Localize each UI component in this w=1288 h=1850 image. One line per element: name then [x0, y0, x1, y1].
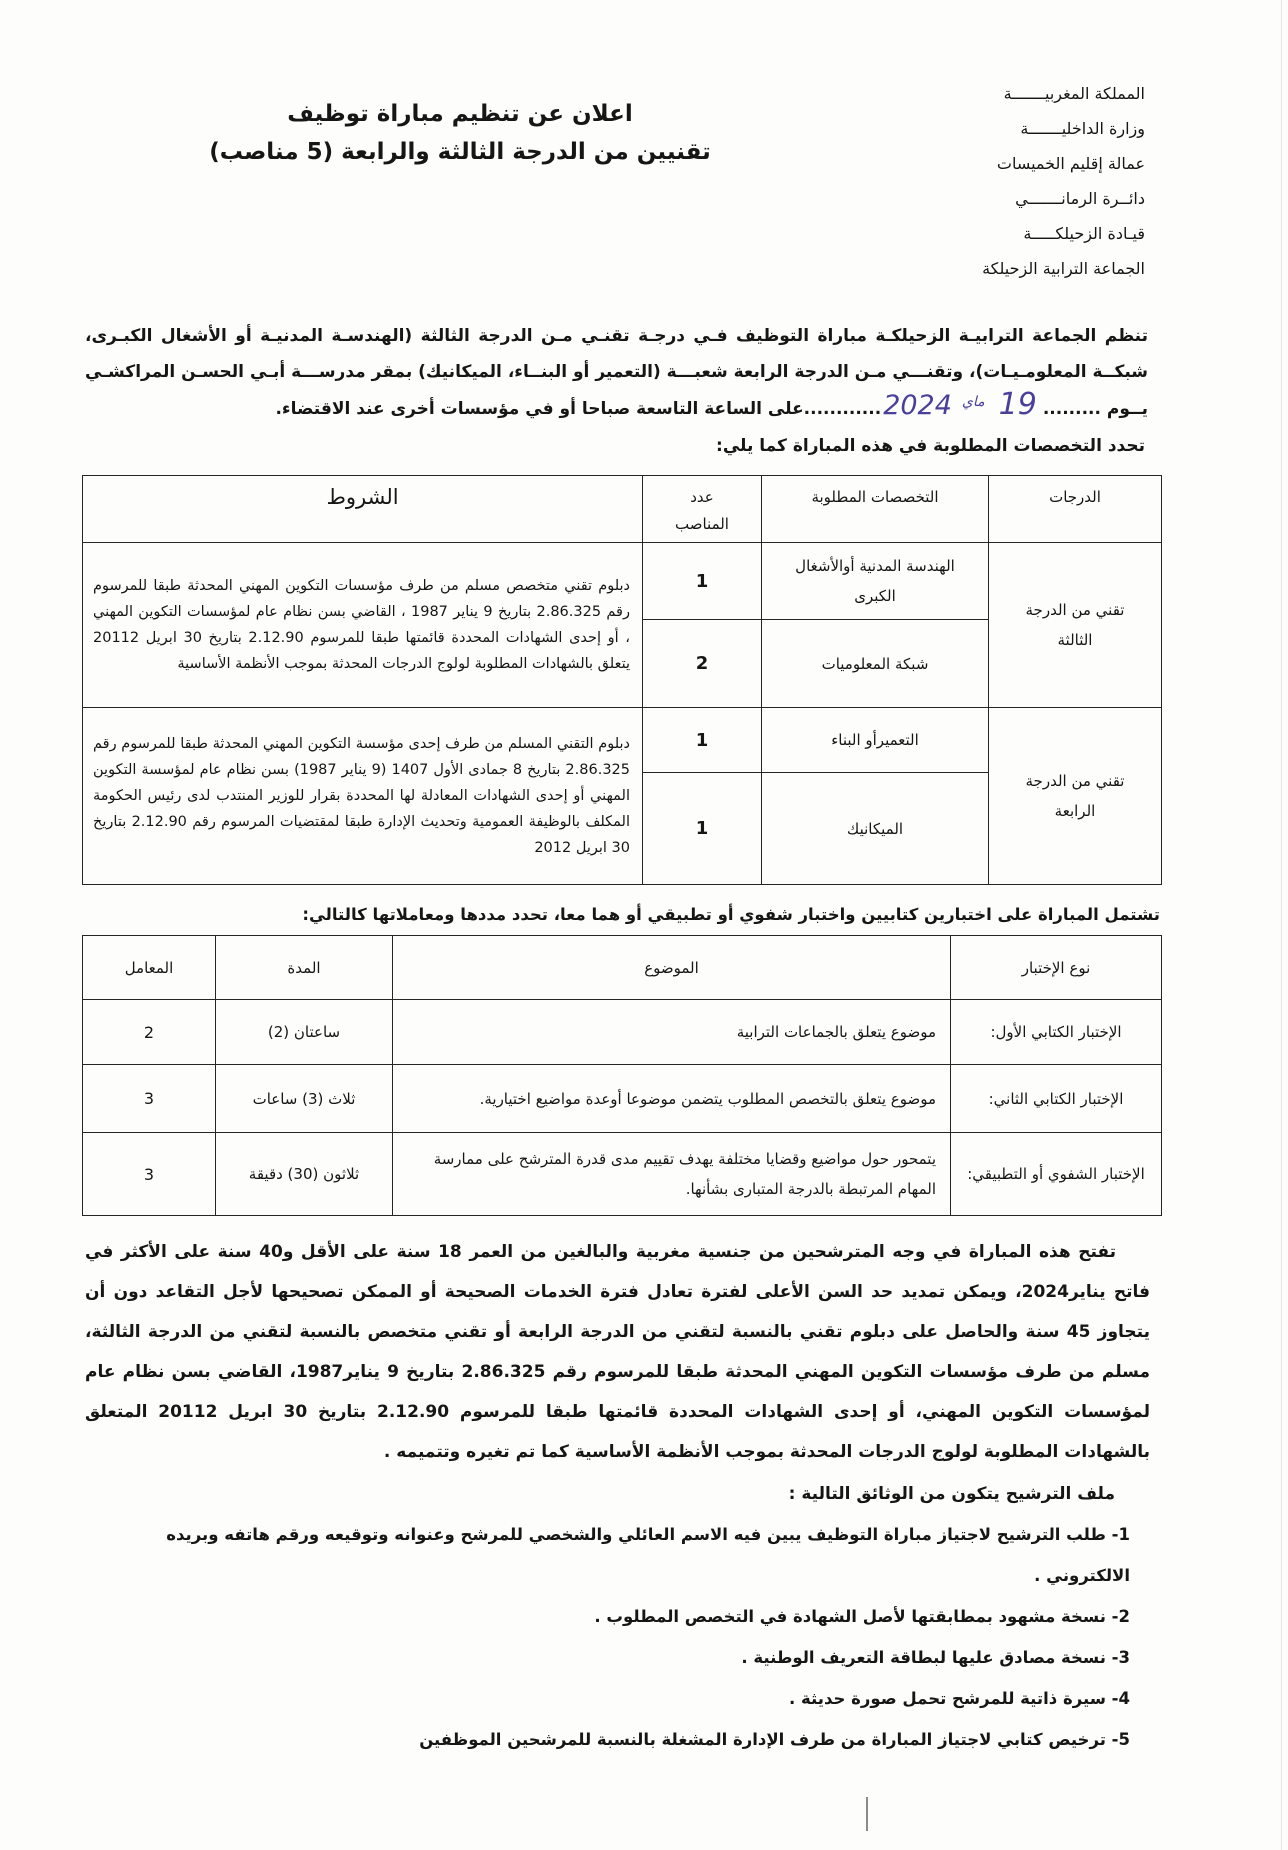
header-line-district: دائــرة الرمانـــــــي [1015, 189, 1145, 208]
topic-cell: موضوع يتعلق بالتخصص المطلوب يتضمن موضوعا أوعدة مواضيع اختيارية. [393, 1065, 951, 1133]
grade-cell: تقني من الدرجة الثالثة [989, 543, 1162, 708]
list-item: 1- طلب الترشيح لاجتياز مباراة التوظيف يبين فيه الاسم العائلي والشخصي للمرشح وعنوانه وتوقيعه ورقم هاتفه وبريده الالكتروني . [166, 1525, 1130, 1585]
count-cell: 1 [643, 773, 762, 885]
header-count-line-2: المناصب [675, 515, 729, 533]
title-line-2: تقنيين من الدرجة الثالثة والرابعة (5 مناصب) [209, 139, 711, 165]
handwritten-date [881, 387, 1043, 422]
topic-cell: موضوع يتعلق بالجماعات الترابية [393, 1000, 951, 1065]
header-specialty: التخصصات المطلوبة [762, 476, 989, 543]
intro-paragraph [83, 318, 1162, 427]
duration-cell: ثلاث (3) ساعات [216, 1065, 393, 1133]
header-conditions: الشروط [83, 476, 643, 543]
table-header-row [83, 476, 1162, 543]
handwritten-date-month: ماي [961, 394, 985, 410]
scan-edge [1281, 0, 1282, 1850]
intro-text-after-date: ............على الساعة التاسعة صباحا أو في مؤسسات أخرى عند الاقتضاء. [275, 399, 882, 419]
table-row [83, 1133, 1162, 1216]
header-line-kingdom: المملكة المغربيـــــــة [1003, 84, 1145, 103]
duration-cell: ساعتان (2) [216, 1000, 393, 1065]
exams-table [82, 935, 1162, 1216]
header-line-caidat: قيـادة الزحيلكـــــة [1023, 224, 1145, 243]
exam-type-cell: الإختبار الكتابي الأول: [951, 1000, 1162, 1065]
intro-text-before-date: تنظم الجماعة الترابيـة الزحيلكـة مباراة التوظيف فـي درجـة تقنـي مـن الدرجة الثالثة (الهندسـة المدنيـة أو الأشغال الكبـرى، شبكــة المعلومـيـات)، وتقنـــي مـن الدرجة الرابعة شعبـــة (التعمير أو البنــاء، الميكانيك) بمقر مدرســـة أبـي الحسـن المراكشـي يــوم ......... [85, 326, 1148, 419]
header-exam-type: نوع الإختبار [951, 936, 1162, 1000]
list-item: 3- نسخة مصادق عليها لبطاقة التعريف الوطنية . [741, 1648, 1130, 1667]
coefficient-cell: 2 [83, 1000, 216, 1065]
header-coefficient: المعامل [83, 936, 216, 1000]
handwritten-date-year: 2024 [883, 390, 952, 421]
table-row [83, 1000, 1162, 1065]
duration-cell: ثلاثون (30) دقيقة [216, 1133, 393, 1216]
specialty-cell: التعميرأو البناء [762, 708, 989, 773]
header-line-province: عمالة إقليم الخميسات [996, 154, 1145, 173]
coefficient-cell: 3 [83, 1065, 216, 1133]
table-row [83, 708, 1162, 773]
specialty-cell: شبكة المعلوميات [762, 620, 989, 708]
table-header-row [83, 936, 1162, 1000]
title-line-1: اعلان عن تنظيم مباراة توظيف [287, 101, 633, 127]
table-row [83, 1065, 1162, 1133]
table-row [83, 543, 1162, 620]
list-item: 4- سيرة ذاتية للمرشح تحمل صورة حديثة . [789, 1689, 1130, 1708]
list-item: 5- ترخيص كتابي لاجتياز المباراة من طرف الإدارة المشغلة بالنسبة للمرشحين الموظفين [419, 1730, 1130, 1749]
specialty-cell: الميكانيك [762, 773, 989, 885]
header-topic: الموضوع [393, 936, 951, 1000]
administrative-header [895, 76, 1145, 286]
document-title [150, 95, 770, 171]
grade-cell: تقني من الدرجة الرابعة [989, 708, 1162, 885]
header-line-ministry: وزارة الداخليـــــــة [1020, 119, 1145, 138]
handwritten-date-day: 19 [998, 387, 1037, 422]
scan-mark [866, 1797, 868, 1831]
header-line-commune: الجماعة الترابية الزحيلكة [982, 259, 1145, 278]
header-grade: الدرجات [989, 476, 1162, 543]
count-cell: 1 [643, 543, 762, 620]
specialties-table [82, 475, 1162, 885]
specialty-cell: الهندسة المدنية أوالأشغال الكبرى [762, 543, 989, 620]
eligibility-paragraph: تفتح هذه المباراة في وجه المترشحين من جنسية مغربية والبالغين من العمر 18 سنة على الأقل و40 سنة على الأكثر في فاتح يناير2024، ويمكن تمديد حد السن الأعلى لفترة تعادل فترة الخدمات الصحيحة أو الممكن تصحيحها لأجل التقاعد دون أن يتجاوز 45 سنة والحاصل على دبلوم تقني بالنسبة لتقني من الدرجة الرابعة أو تقني متخصص بالنسبة لتقني من الدرجة الثالثة، مسلم من طرف مؤسسات التكوين المهني المحدثة طبقا للمرسوم رقم 2.86.325 بتاريخ 9 يناير1987، القاضي بسن نظام عام لمؤسسات التكوين المهني، أو إحدى الشهادات المحددة قائمتها طبقا للمرسوم 2.12.90 بتاريخ 30 ابريل 20112 المتعلق بالشهادات المطلوبة لولوج الدرجات المحدثة بموجب الأنظمة الأساسية كما تم تغيره وتتميمه . [85, 1242, 1151, 1462]
header-count-line-1: عدد [690, 488, 714, 506]
required-documents-list [83, 1514, 1162, 1760]
document-body [83, 318, 1162, 1760]
exam-type-cell: الإختبار الشفوي أو التطبيقي: [951, 1133, 1162, 1216]
conditions-cell: دبلوم التقني المسلم من طرف إحدى مؤسسة التكوين المهني المحدثة طبقا للمرسوم رقم 2.86.325 بتاريخ 8 جمادى الأول 1407 (9 يناير 1987) بسن نظام عام لمؤسسة التكوين المهني أو إحدى الشهادات المعادلة لها المحددة بقرار للوزير المنتدب لدى رئيس الحكومة المكلف بالوظيفة العمومية وتحديث الإدارة طبقا لمقتضيات المرسوم رقم 2.12.90 بتاريخ 30 ابريل 2012 [83, 708, 643, 885]
specialties-intro: تحدد التخصصات المطلوبة في هذه المباراة كما يلي: [716, 436, 1145, 456]
list-item: 2- نسخة مشهود بمطابقتها لأصل الشهادة في التخصص المطلوب . [594, 1607, 1130, 1626]
header-count [643, 476, 762, 543]
conditions-cell: دبلوم تقني متخصص مسلم من طرف مؤسسات التكوين المهني المحدثة طبقا للمرسوم رقم 2.86.325 بتاريخ 9 يناير 1987 ، القاضي بسن نظام عام لمؤسسات التكوين المهني ، أو إحدى الشهادات المحددة قائمتها طبقا للمرسوم 2.12.90 بتاريخ 30 ابريل 20112 يتعلق بالشهادات المطلوبة لولوج الدرجات المحدثة بموجب الأنظمة الأساسية [83, 543, 643, 708]
exam-type-cell: الإختبار الكتابي الثاني: [951, 1065, 1162, 1133]
count-cell: 1 [643, 708, 762, 773]
application-file-intro: ملف الترشيح يتكون من الوثائق التالية : [788, 1484, 1115, 1504]
topic-cell: يتمحور حول مواضيع وقضايا مختلفة يهدف تقييم مدى قدرة المترشح على ممارسة المهام المرتبطة بالدرجة المتبارى بشأنها. [393, 1133, 951, 1216]
exams-intro: تشتمل المباراة على اختبارين كتابيين واختبار شفوي أو تطبيقي أو هما معا، تحدد مددها ومعاملاتها كالتالي: [302, 905, 1160, 924]
count-cell: 2 [643, 620, 762, 708]
header-duration: المدة [216, 936, 393, 1000]
coefficient-cell: 3 [83, 1133, 216, 1216]
